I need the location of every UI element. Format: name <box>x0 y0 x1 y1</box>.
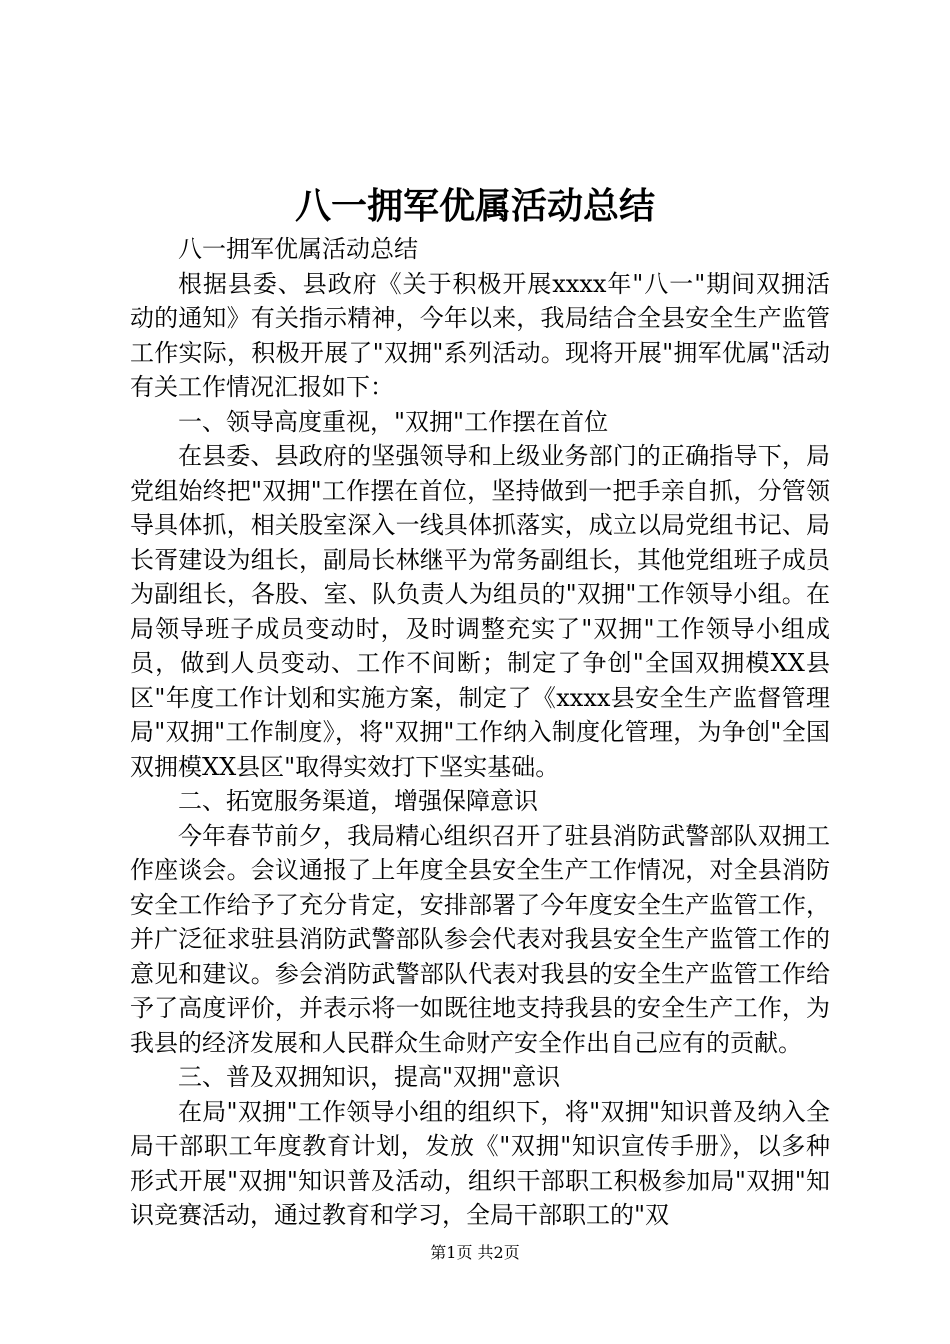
paragraph-section-1: 在县委、县政府的坚强领导和上级业务部门的正确指导下，局党组始终把"双拥"工作摆在首位，坚持做到一把手亲自抓，分管领导具体抓，相关股室深入一线具体抓落实，成立以局党组书记、局长胥建设为组长，副局长林继平为常务副组长，其他党组班子成员为副组长，各股、室、队负责人为组员的"双拥"工作领导小组。在局领导班子成员变动时，及时调整充实了"双拥"工作领导小组成员，做到人员变动、工作不间断；制定了争创"全国双拥模XX县区"年度工作计划和实施方案，制定了《xxxx县安全生产监督管理局"双拥"工作制度》，将"双拥"工作纳入制度化管理，为争创"全国双拥模XX县区"取得实效打下坚实基础。 <box>130 442 830 781</box>
section-heading-1: 一、领导高度重视，"双拥"工作摆在首位 <box>178 407 609 436</box>
section-heading-3: 三、普及双拥知识，提高"双拥"意识 <box>178 1063 561 1091</box>
document-title: 八一拥军优属活动总结 <box>294 186 655 227</box>
paragraph-section-2: 今年春节前夕，我局精心组织召开了驻县消防武警部队双拥工作座谈会。会议通报了上年度全县安全生产工作情况，对全县消防安全工作给予了充分肯定，安排部署了今年度安全生产监管工作，并广泛征求驻县消防武警部队参会代表对我县安全生产监管工作的意见和建议。参会消防武警部队代表对我县的安全生产监管工作给予了高度评价，并表示将一如既往地支持我县的安全生产工作，为我县的经济发展和人民群众生命财产安全作出自己应有的贡献。 <box>130 821 830 1057</box>
document-body <box>130 232 830 1233</box>
page-number-footer: 第1页 共2页 <box>430 1243 520 1262</box>
paragraph-subtitle: 八一拥军优属活动总结 <box>178 235 418 263</box>
paragraph-section-3: 在局"双拥"工作领导小组的组织下，将"双拥"知识普及纳入全局干部职工年度教育计划，发放《"双拥"知识宣传手册》，以多种形式开展"双拥"知识普及活动，组织干部职工积极参加局"双拥"知识竞赛活动，通过教育和学习，全局干部职工的"双 <box>130 1097 830 1229</box>
paragraph-intro: 根据县委、县政府《关于积极开展xxxx年"八一"期间双拥活动的通知》有关指示精神，今年以来，我局结合全县安全生产监管工作实际，积极开展了"双拥"系列活动。现将开展"拥军优属"活动有关工作情况汇报如下： <box>130 269 830 401</box>
section-heading-2: 二、拓宽服务渠道，增强保障意识 <box>178 787 538 815</box>
